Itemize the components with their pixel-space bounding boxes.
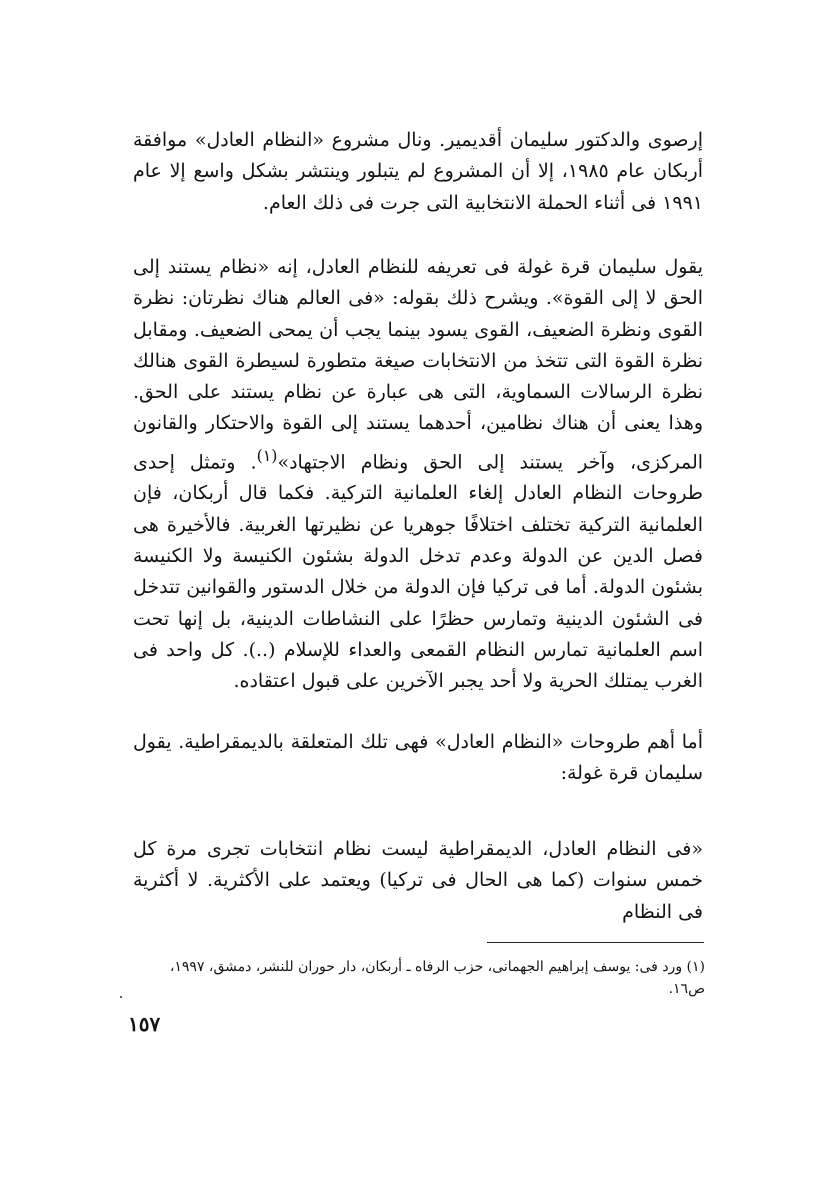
scan-speck: [120, 996, 122, 998]
paragraph-2: [133, 252, 703, 697]
footnote-reference: (١): [256, 445, 278, 465]
paragraph-3: [133, 727, 703, 790]
paragraph-4: [133, 834, 703, 928]
paragraph-1: [133, 125, 703, 219]
paragraph-2-text: [133, 252, 703, 697]
footnote: (١) ورد فى: يوسف إبراهيم الجهمانى، حزب الرفاه ـ أربكان، دار حوران للنشر، دمشق، ١٩٩٧، ص١٦.: [169, 959, 705, 997]
paragraph-3-text: أما أهم طروحات «النظام العادل» فهى تلك المتعلقة بالديمقراطية. يقول سليمان قرة غولة:: [133, 731, 703, 785]
paragraph-4-text: «فى النظام العادل، الديمقراطية ليست نظام انتخابات تجرى مرة كل خمس سنوات (كما هى الحال فى تركيا) ويعتمد على الأكثرية. لا أكثرية فى النظام: [133, 838, 703, 923]
paragraph-1-text: إرصوى والدكتور سليمان أقديمير. ونال مشروع «النظام العادل» موافقة أربكان عام ١٩٨٥، إلا أن المشروع لم يتبلور وينتشر بشكل واسع إلا عام ١٩٩١ فى أثناء الحملة الانتخابية التى جرت فى ذلك العام.: [133, 129, 703, 214]
paragraph-2-continuation: . وتمثل إحدى طروحات النظام العادل إلغاء العلمانية التركية. فكما قال أربكان، فإن العلمانية التركية تختلف اختلافًا جوهريا عن نظيرتها الغربية. فالأخيرة هى فصل الدين عن الدولة وعدم تدخل الدولة بشئون الكنيسة ولا الكنيسة بشئون الدولة. أما فى تركيا فإن الدولة من خلال الدستور والقوانين تتدخل فى الشئون الدينية وتمارس حظرًا على النشاطات الدينية، بل إنها تحت اسم العلمانية تمارس النظام القمعى والعداء للإسلام (..). كل واحد فى الغرب يمتلك الحرية ولا أحد يجبر الآخرين على قبول اعتقاده.: [133, 451, 703, 693]
footnote-divider: [487, 942, 704, 943]
paragraph-2-main: يقول سليمان قرة غولة فى تعريفه للنظام العادل، إنه «نظام يستند إلى الحق لا إلى القوة». ويشرح ذلك بقوله: «فى العالم هناك نظرتان: نظرة القوى ونظرة الضعيف، القوى يسود بينما يجب أن يمحى الضعيف. ومقابل نظرة القوة التى تتخذ من الانتخابات صيغة متطورة لسيطرة القوى هنالك نظرة الرسالات السماوية، التى هى عبارة عن نظام يستند على الحق. وهذا يعنى أن هناك نظامين، أحدهما يستند إلى القوة والاحتكار والقانون المركزى، وآخر يستند إلى الحق ونظام الاجتهاد»: [133, 256, 704, 474]
page-number: ١٥٧: [128, 1012, 161, 1036]
